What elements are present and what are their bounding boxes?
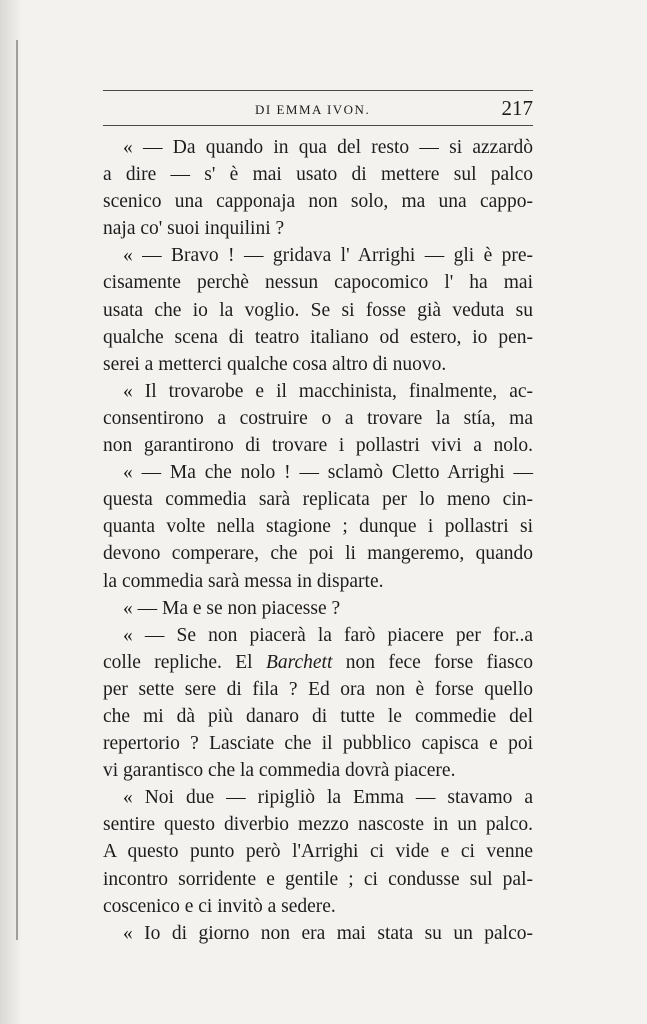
text-line: vi garantisco che la commedia dovrà piacere.: [103, 760, 456, 782]
text-line: la commedia sarà messa in disparte.: [103, 570, 384, 592]
text-line: usata che io la voglio. Se si fosse già veduta su: [103, 299, 533, 321]
text-line: devono comperare, che poi li mangeremo, quando: [103, 543, 533, 565]
text-line: questa commedia sarà replicata per lo meno cin-: [103, 489, 533, 511]
text-fragment: colle repliche. El: [103, 651, 253, 673]
text-line: sentire questo diverbio mezzo nascoste in un palco.: [103, 814, 533, 836]
text-line: incontro sorridente e gentile ; ci condusse sul pal-: [103, 868, 533, 890]
text-line: « — Se non piacerà la farò piacere per for..a: [123, 624, 533, 646]
text-line: « — Ma che nolo ! — sclamò Cletto Arrighi —: [123, 462, 533, 484]
text-line: quanta volte nella stagione ; dunque i pollastri si: [103, 516, 533, 538]
text-line: « Il trovarobe e il macchinista, finalmente, ac-: [123, 380, 533, 402]
text-line: consentirono a costruire o a trovare la stía, ma: [103, 407, 533, 429]
text-line: [103, 649, 533, 676]
text-line: « Noi due — ripigliò la Emma — stavamo a: [123, 787, 533, 809]
text-line: che mi dà più danaro di tutte le commedie del: [103, 705, 533, 727]
text-line: « — Bravo ! — gridava l' Arrighi — gli è pre-: [123, 245, 533, 267]
text-line: A questo punto però l'Arrighi ci vide e ci venne: [103, 841, 533, 863]
text-line: naja co' suoi inquilini ?: [103, 218, 285, 240]
text-fragment: non fece forse fiasco: [345, 651, 534, 673]
page-binding-line: [16, 40, 18, 940]
text-line: non garantirono di trovare i pollastri vivi a nolo.: [103, 435, 533, 457]
text-line: qualche scena di teatro italiano od estero, io pen-: [103, 326, 533, 348]
page-binding-shadow: [0, 0, 22, 1024]
body-text: [103, 134, 533, 947]
running-title: DI EMMA IVON.: [255, 102, 371, 117]
page-number: 217: [501, 96, 533, 120]
header-rule-top: [103, 90, 533, 91]
text-line: a dire — s' è mai usato di mettere sul palco: [103, 164, 533, 186]
text-line: scenico una capponaja non solo, ma una cappo-: [103, 191, 533, 213]
text-line: « — Da quando in qua del resto — si azzardò: [123, 137, 533, 158]
text-line: per sette sere di fila ? Ed ora non è forse quello: [103, 678, 533, 700]
text-line: serei a metterci qualche cosa altro di nuovo.: [103, 353, 447, 375]
header-rule-bottom: [103, 125, 533, 126]
text-line: « Io di giorno non era mai stata su un palco-: [123, 922, 533, 944]
text-line: « — Ma e se non piacesse ?: [123, 597, 341, 619]
running-head: [103, 96, 533, 120]
text-line: cisamente perchè nessun capocomico l' ha mai: [103, 272, 533, 294]
text-line: repertorio ? Lasciate che il pubblico capisca e poi: [103, 733, 533, 755]
italic-title: Barchett: [265, 651, 333, 673]
text-line: coscenico e ci invitò a sedere.: [103, 895, 336, 917]
